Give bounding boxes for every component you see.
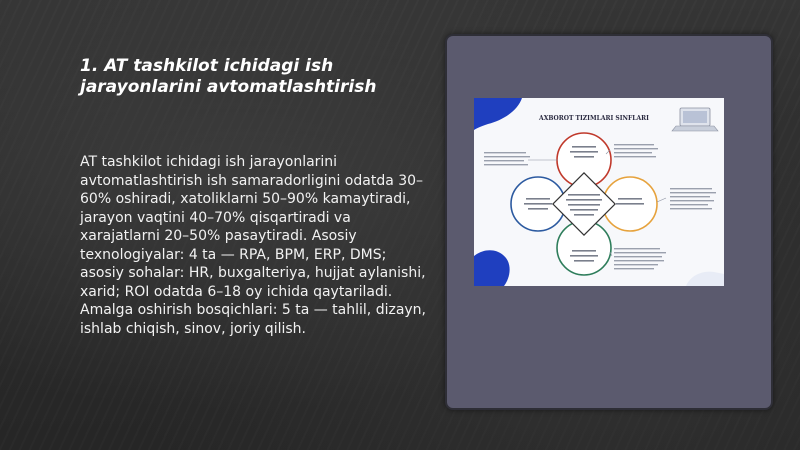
bottom-left-blob [474,250,510,286]
slide-body-text: AT tashkilot ichidagi ish jarayonlarini avtomatlashtirish ish samaradorligini odatda 30–60% oshiradi, xatoliklarni 50–90% kamaytiradi, jarayon vaqtini 40–70% qisqartiradi va xarajatlarni 20–50% pasaytiradi. Asosiy texnologiyalar: 4 ta — RPA, BPM, ERP, DMS; asosiy sohalar: HR, buxgalteriya, hujjat aylanishi, xarid; ROI odatda 6–18 oy ichida qaytariladi. Amalga oshirish bosqichlari: 5 ta — tahlil, dizayn, ishlab chiqish, sinov, joriy qilish. [80,154,427,337]
slide-title: 1. AT tashkilot ichidagi ish jarayonlarini avtomatlashtirish [80,56,377,97]
top-left-blob [474,98,522,130]
bottom-right-blob [686,272,724,286]
infographic-image [474,98,724,286]
infographic-graphic [474,98,724,286]
laptop-icon [672,108,718,131]
infographic-heading: AXBOROT TIZIMLARI SINFLARI [539,115,649,122]
